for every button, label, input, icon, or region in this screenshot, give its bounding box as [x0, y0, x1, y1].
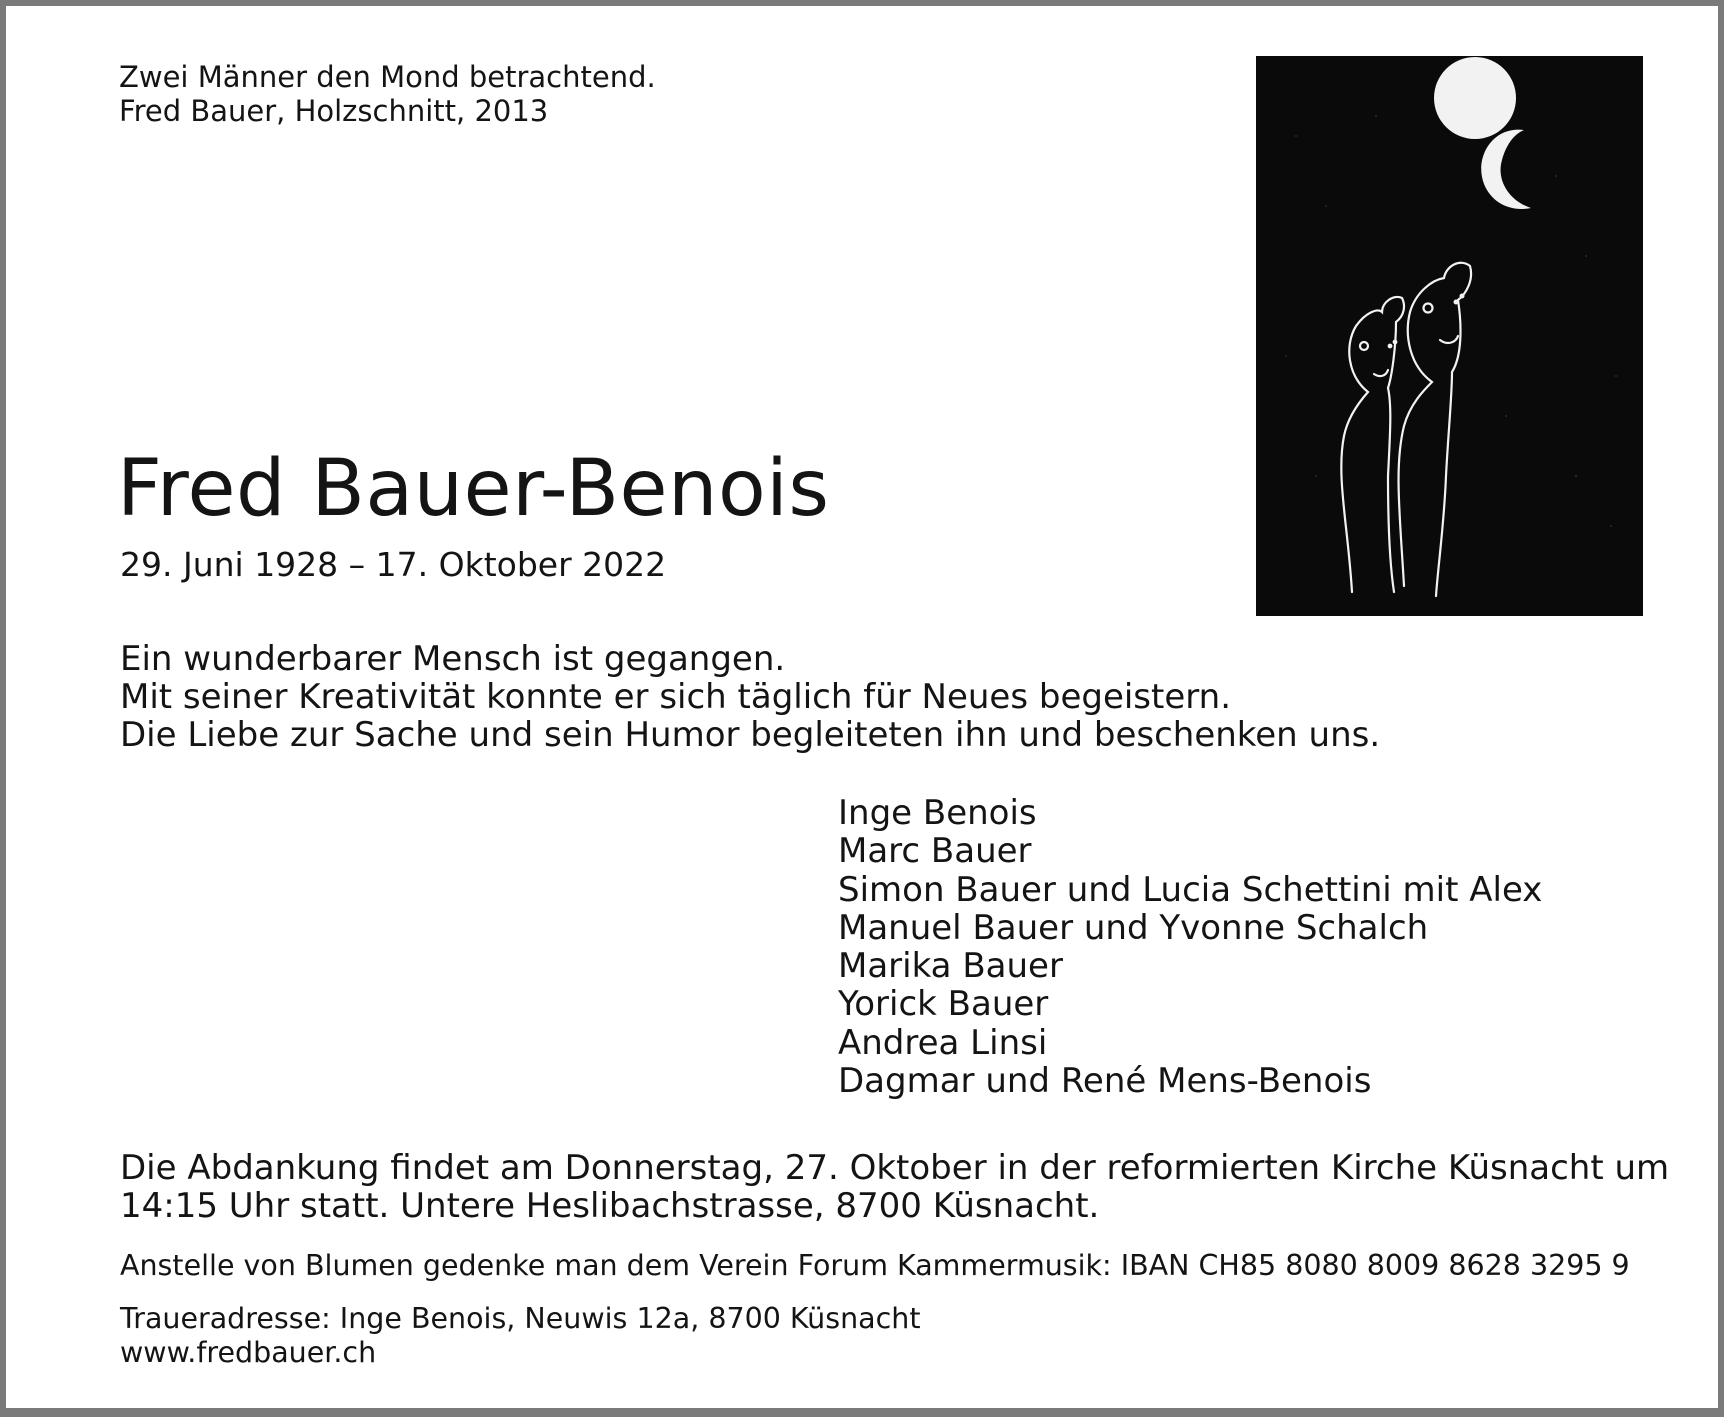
life-dates: 29. Juni 1928 – 17. Oktober 2022 — [120, 545, 667, 584]
full-moon-shape — [1434, 57, 1516, 139]
mourner-name: Yorick Bauer — [838, 984, 1049, 1025]
mourning-address: Traueradresse: Inge Benois, Neuwis 12a, 8700 Küsnacht — [120, 1302, 921, 1335]
tribute-line: Ein wunderbarer Mensch ist gegangen. — [120, 639, 786, 679]
mourner-name: Manuel Bauer und Yvonne Schalch — [838, 907, 1429, 948]
artwork-credit: Fred Bauer, Holzschnitt, 2013 — [119, 94, 549, 128]
ceremony-info — [120, 1149, 1669, 1225]
tribute-line: Die Liebe zur Sache und sein Humor begleiteten ihn und beschenken uns. — [120, 715, 1381, 755]
mourner-name: Andrea Linsi — [838, 1022, 1048, 1063]
tribute-text — [120, 640, 1380, 754]
contact-block — [120, 1302, 921, 1370]
mourner-name: Marika Bauer — [838, 946, 1063, 987]
mourner-name: Dagmar und René Mens-Benois — [838, 1061, 1372, 1102]
artwork-title: Zwei Männer den Mond betrachtend. — [119, 60, 656, 94]
woodcut-artwork — [1256, 56, 1643, 616]
mourner-name: Simon Bauer und Lucia Schettini mit Alex — [838, 869, 1543, 910]
donation-note: Anstelle von Blumen gedenke man dem Verein Forum Kammermusik: IBAN CH85 8080 8009 8628 3295 9 — [120, 1249, 1630, 1282]
artwork-caption — [119, 60, 656, 128]
ceremony-line: Die Abdankung findet am Donnerstag, 27. Oktober in der reformierten Kirche Küsnacht um — [120, 1148, 1670, 1188]
mourner-name: Inge Benois — [838, 793, 1037, 833]
deceased-name: Fred Bauer-Benois — [117, 444, 830, 534]
mourner-name: Marc Bauer — [838, 831, 1032, 872]
obituary-page — [6, 6, 1718, 1408]
website-link[interactable]: www.fredbauer.ch — [120, 1336, 377, 1369]
ceremony-line: 14:15 Uhr statt. Untere Heslibachstrasse, 8700 Küsnacht. — [120, 1186, 1100, 1226]
tribute-line: Mit seiner Kreativität konnte er sich täglich für Neues begeistern. — [120, 677, 1232, 717]
mourners-list — [838, 794, 1542, 1100]
woodcut-two-men-moon-icon — [1256, 56, 1643, 616]
